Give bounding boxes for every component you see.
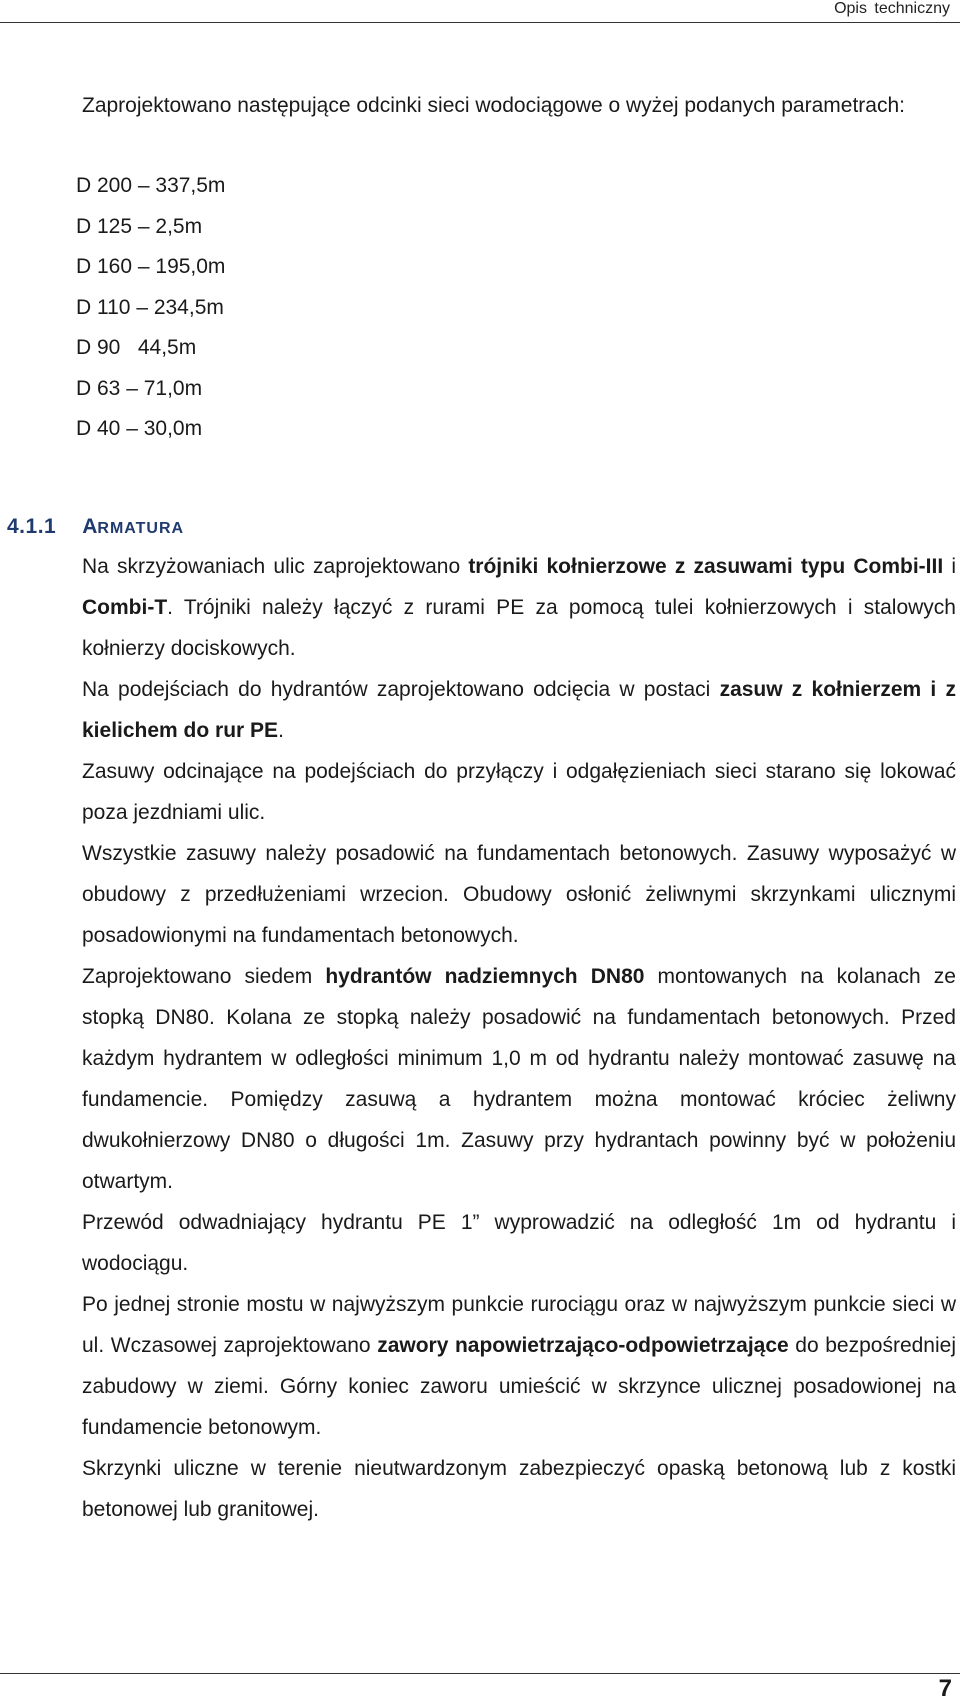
paragraph-zawory [82,1284,956,1448]
text-span: Po jednej stronie mostu w najwyższym punkcie rurociągu oraz w najwyższym punkcie sieci w ul. Wczasowej zaprojektowano [82,1292,956,1357]
section-heading [7,508,956,546]
text-span: . [278,718,284,742]
list-item: D 160 – 195,0m [76,255,226,278]
page-number: 7 [938,1675,952,1702]
text-span: do bezpośredniej zabudowy w ziemi. Górny koniec zaworu umieścić w skrzynce ulicznej posadowionej na fundamencie betonowym. [82,1333,956,1439]
bold-span: Combi-T [82,595,168,619]
bold-span: zawory napowietrzająco-odpowietrzające [377,1333,789,1357]
bold-span: trójniki kołnierzowe z zasuwami typu Combi-III [468,554,944,578]
section-number: 4.1.1 [7,514,57,538]
bold-span: zasuw z kołnierzem i z kielichem do rur PE [82,677,956,742]
list-item: D 90 44,5m [76,336,197,359]
page-header [0,0,960,23]
paragraph-hydranty [82,956,956,1202]
section-title-rest: RMATURA [97,519,185,537]
list-item: D 110 – 234,5m [76,295,224,319]
pipe-list [76,166,956,450]
text-span: . Trójniki należy łączyć z rurami PE za pomocą tulei kołnierzowych i stalowych kołnierzy dociskowych. [82,595,956,660]
text-span: Zaprojektowano siedem [82,964,326,988]
list-item: D 200 – 337,5m [76,174,226,197]
text-span: i [943,554,956,578]
paragraph-skrzynki: Skrzynki uliczne w terenie nieutwardzonym zabezpieczyć opaską betonową lub z kostki betonowej lub granitowej. [82,1456,956,1521]
bold-span: hydrantów nadziemnych DN80 [325,964,645,988]
footer-rule [0,1673,960,1674]
paragraph-zasuwy-fundamenty: Wszystkie zasuwy należy posadowić na fundamentach betonowych. Zasuwy wyposażyć w obudowy z przedłużeniami wrzecion. Obudowy osłonić żeliwnymi skrzynkami ulicznymi posadowionymi na fundamentach betonowych. [82,841,956,947]
intro-paragraph: Zaprojektowano następujące odcinki sieci wodociągowe o wyżej podanych parametrach: [82,94,905,117]
paragraph-odwodnienie: Przewód odwadniający hydrantu PE 1” wyprowadzić na odległość 1m od hydrantu i wodociągu. [82,1210,956,1275]
list-item: D 63 – 71,0m [76,376,203,400]
document-body [7,85,956,1530]
text-span: montowanych na kolanach ze stopką DN80. Kolana ze stopką należy posadowić na fundamentach betonowych. Przed każdym hydrantem w odległości minimum 1,0 m od hydrantu należy montować zasuwę na fundamencie. Pomiędzy zasuwą a hydrantem można montować króciec żeliwny dwukołnierzowy DN80 o długości 1m. Zasuwy przy hydrantach powinny być w położeniu otwartym. [82,964,956,1193]
text-span: Na podejściach do hydrantów zaprojektowano odcięcia w postaci [82,677,720,701]
list-item: D 40 – 30,0m [76,417,203,440]
list-item: D 125 – 2,5m [76,214,203,238]
header-title: Opis techniczny [834,0,950,17]
paragraph-zasuwy-odcinajace: Zasuwy odcinające na podejściach do przyłączy i odgałęzieniach sieci starano się lokować poza jezdniami ulic. [82,759,956,824]
section-title-initial: A [82,514,98,538]
paragraph-trojniki [82,546,956,669]
text-span: Na skrzyżowaniach ulic zaprojektowano [82,554,469,578]
paragraph-odciecia [82,669,956,751]
